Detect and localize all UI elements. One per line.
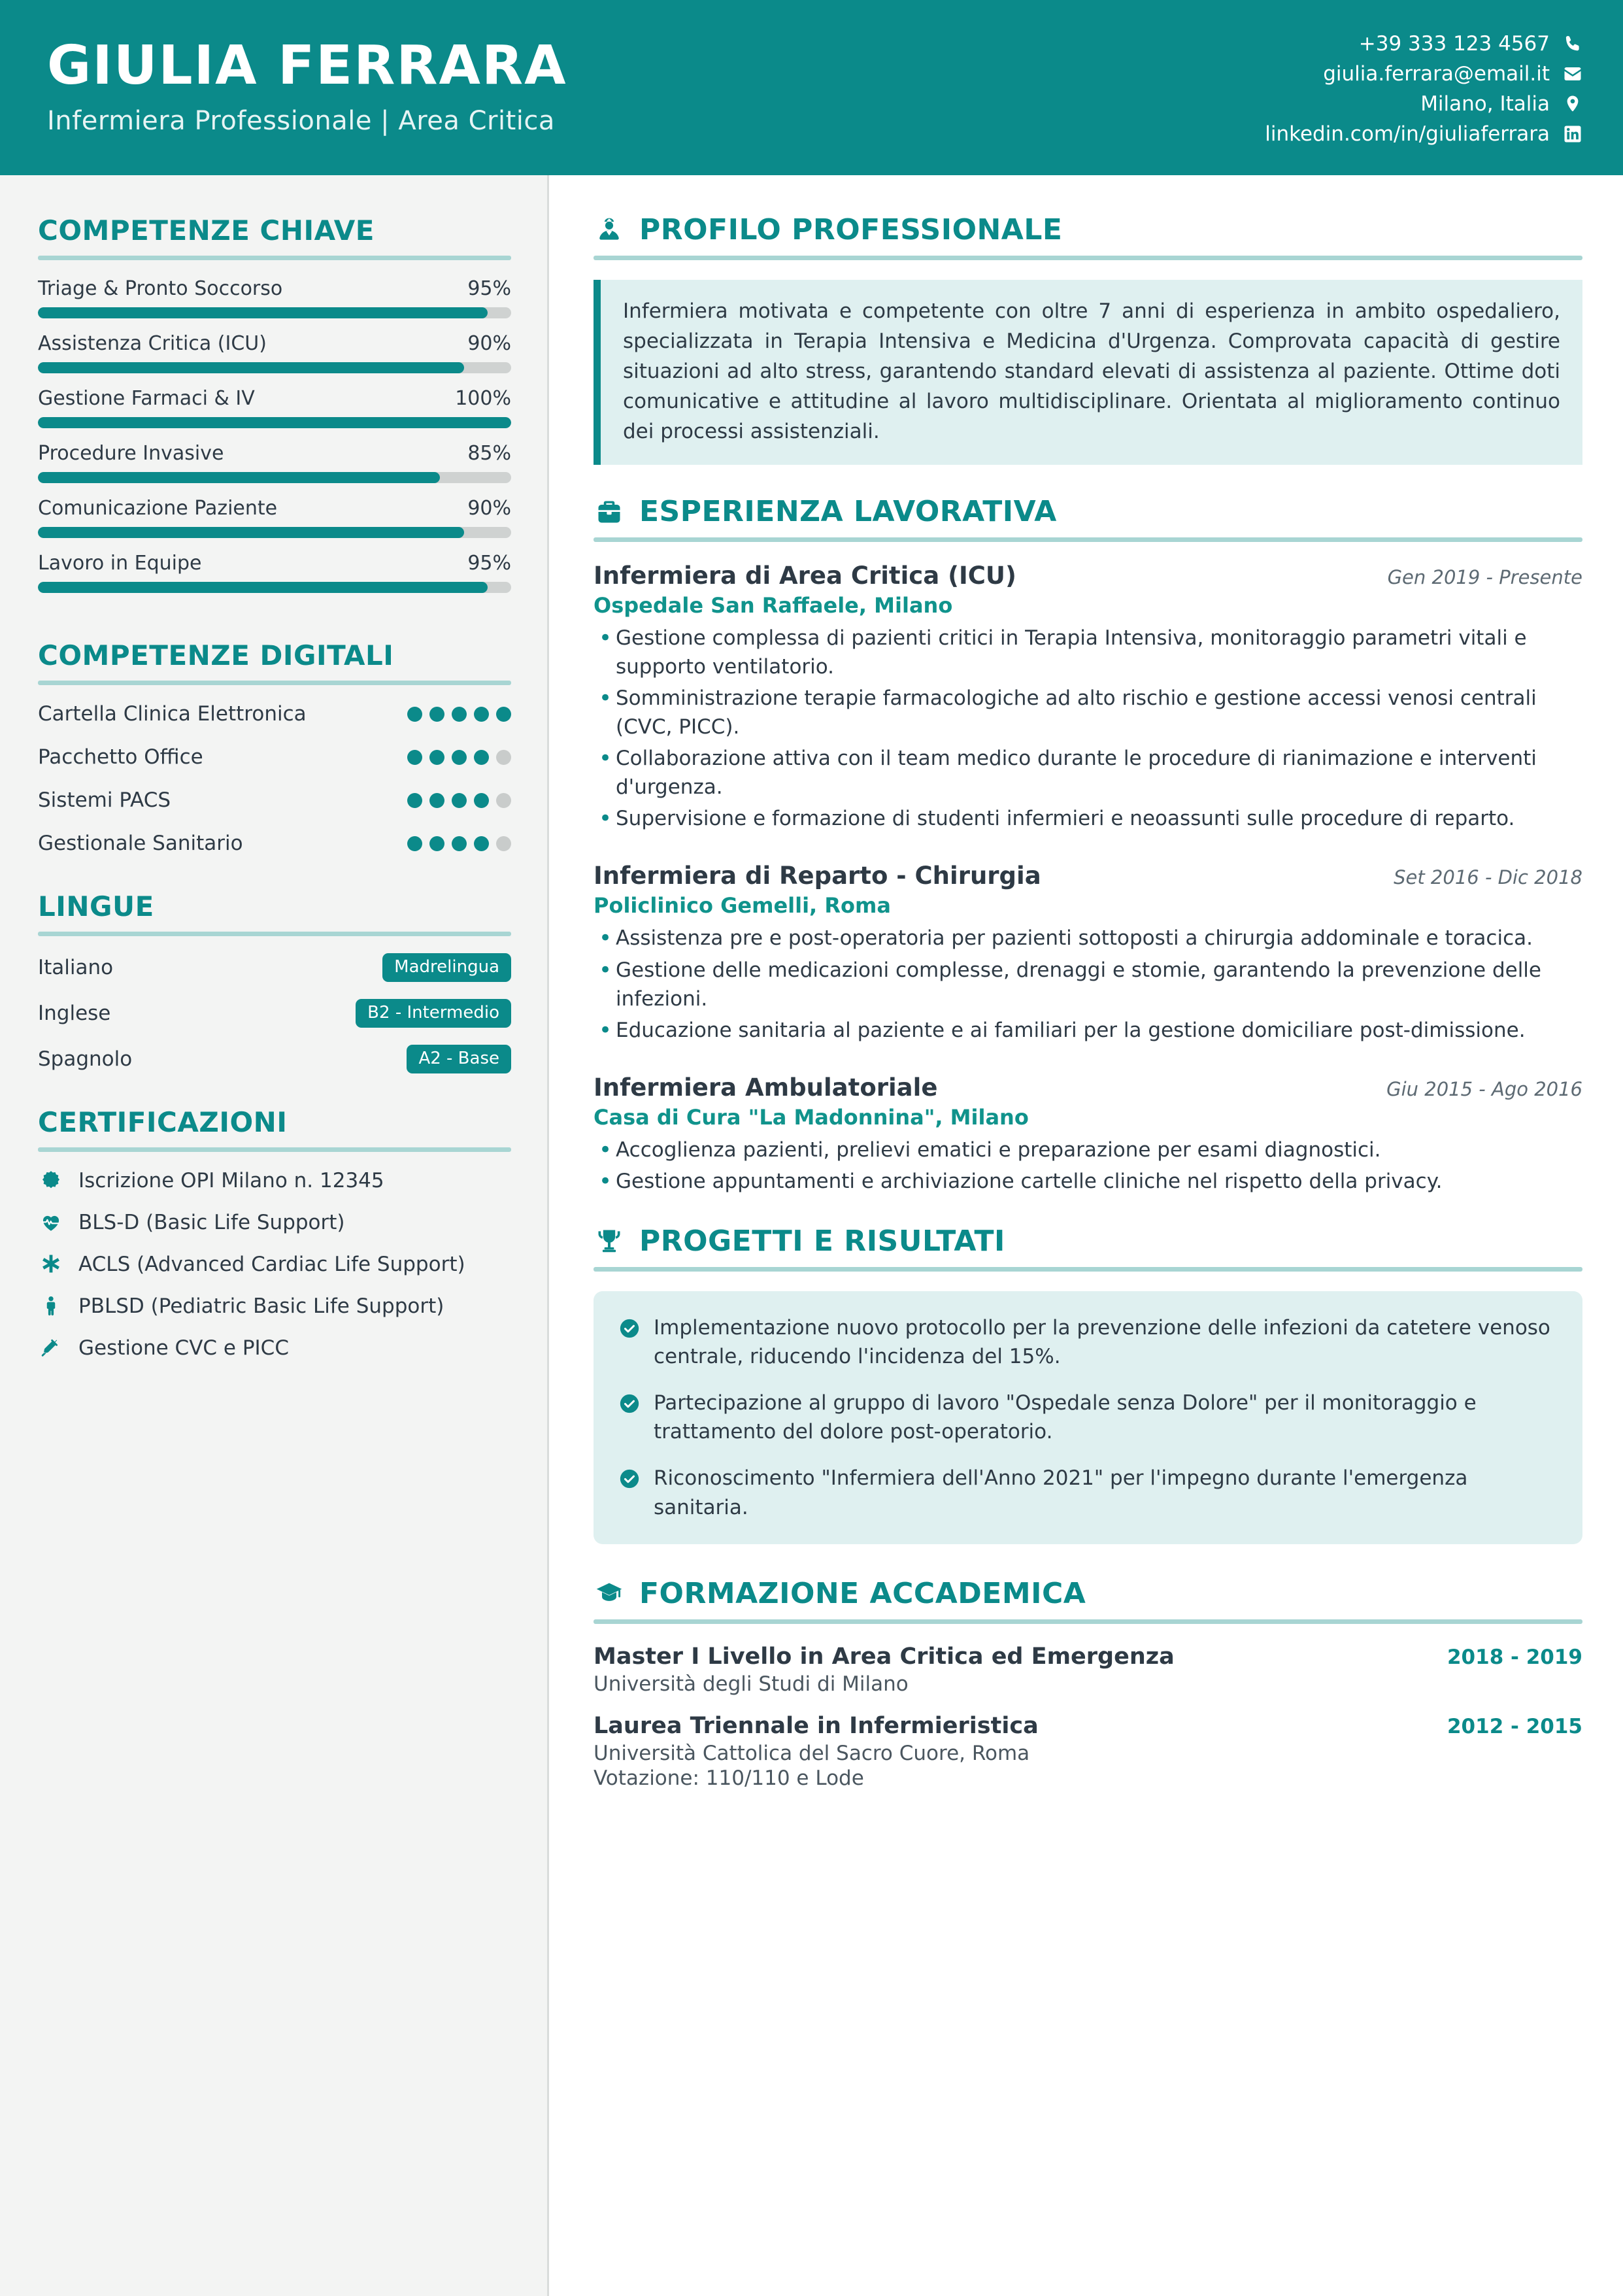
languages-section [38, 890, 511, 1073]
skill-item [38, 442, 511, 483]
cv-header [0, 0, 1623, 175]
job-bullet-list [594, 624, 1582, 833]
skill-bar-track [38, 582, 511, 593]
section-divider [594, 1619, 1582, 1624]
certification-label: PBLSD (Pediatric Basic Life Support) [78, 1294, 444, 1318]
digital-skill-label: Cartella Clinica Elettronica [38, 702, 307, 726]
job-bullet-list [594, 924, 1582, 1044]
achievements-heading-row [594, 1224, 1582, 1258]
digital-skill-item [38, 788, 511, 812]
child-icon [38, 1295, 64, 1317]
skill-item [38, 497, 511, 538]
job-bullet: • Accoglienza pazienti, prelievi ematici e preparazione per esami diagnostici. [594, 1136, 1582, 1164]
job-header [594, 1073, 1582, 1102]
check-circle-icon [618, 1468, 641, 1490]
contact-list [1265, 29, 1584, 146]
graduation-cap-icon [594, 1579, 625, 1608]
certification-label: Gestione CVC e PICC [78, 1336, 289, 1360]
rating-dot [407, 707, 422, 722]
education-school: Università degli Studi di Milano [594, 1672, 909, 1697]
language-level-badge: B2 - Intermedio [356, 999, 511, 1028]
digital-skills-heading: COMPETENZE DIGITALI [38, 639, 394, 671]
spacer [594, 839, 1582, 862]
job-bullet: • Gestione complessa di pazienti critici in Terapia Intensiva, monitoraggio parametri vitali e supporto ventilatorio. [594, 624, 1582, 681]
main-column [549, 175, 1623, 2296]
education-note: Votazione: 110/110 e Lode [594, 1766, 864, 1791]
rating-dot [407, 836, 422, 851]
section-divider [38, 681, 511, 685]
section-divider [38, 256, 511, 260]
education-entry [594, 1713, 1582, 1790]
profile-text: Infermiera motivata e competente con oltre 7 anni di esperienza in ambito ospedaliero, specializzata in Terapia Intensiva e Medicina d'Urgenza. Comprovata capacità di gestire situazioni ad alto stress, garantendo standard elevati di assistenza al paziente. Ottime doti comunicative e attitudine al lavoro multidisciplinare. Orientata al miglioramento continuo dei processi assistenziali. [623, 299, 1560, 443]
skill-percent: 95% [467, 277, 511, 300]
achievement-item [618, 1389, 1556, 1447]
digital-skills-section [38, 639, 511, 855]
job-organization: Casa di Cura "La Madonnina", Milano [594, 1104, 1029, 1130]
rating-dot [452, 836, 467, 851]
skill-item [38, 387, 511, 428]
language-name: Italiano [38, 956, 114, 979]
job-bullet: • Assistenza pre e post-operatoria per pazienti sottoposti a chirurgia addominale e toracica. [594, 924, 1582, 953]
syringe-icon [38, 1337, 64, 1359]
job-title: Infermiera di Area Critica (ICU) [594, 562, 1016, 590]
language-level-badge: A2 - Base [407, 1045, 511, 1073]
profile-section [594, 213, 1582, 465]
language-list [38, 953, 511, 1073]
experience-section [594, 495, 1582, 1195]
skill-bar-track [38, 307, 511, 318]
digital-skill-label: Pacchetto Office [38, 745, 203, 769]
certification-item [38, 1169, 511, 1192]
job-header [594, 862, 1582, 890]
section-divider [38, 932, 511, 936]
job-entry [594, 1073, 1582, 1196]
language-item [38, 953, 511, 982]
language-item [38, 1045, 511, 1073]
contact-row[interactable] [1420, 92, 1584, 116]
education-entry [594, 1644, 1582, 1696]
rating-dots [407, 793, 511, 808]
contact-text: +39 333 123 4567 [1358, 32, 1550, 56]
rating-dot [429, 836, 444, 851]
rating-dots [407, 836, 511, 851]
rating-dot [407, 750, 422, 765]
skill-bar-fill [38, 472, 440, 483]
contact-text: linkedin.com/in/giuliaferrara [1265, 122, 1550, 146]
skill-bar-fill [38, 582, 488, 593]
education-date: 2012 - 2015 [1447, 1715, 1582, 1739]
profile-heading: PROFILO PROFESSIONALE [639, 213, 1063, 246]
header-identity [47, 35, 567, 136]
education-header [594, 1713, 1582, 1739]
education-heading: FORMAZIONE ACCADEMICA [639, 1577, 1086, 1611]
job-bullet: • Collaborazione attiva con il team medico durante le procedure di rianimazione e interventi d'urgenza. [594, 744, 1582, 802]
certificate-badge-icon [38, 1170, 64, 1192]
job-bullet: • Supervisione e formazione di studenti infermieri e neoassunti sulle procedure di reparto. [594, 804, 1582, 833]
skill-percent: 90% [467, 332, 511, 355]
languages-heading: LINGUE [38, 890, 154, 922]
check-circle-icon [618, 1393, 641, 1415]
certifications-section [38, 1106, 511, 1360]
rating-dots [407, 707, 511, 722]
rating-dot [452, 707, 467, 722]
achievement-item [618, 1313, 1556, 1372]
skill-bar-fill [38, 362, 464, 373]
skill-item [38, 332, 511, 373]
candidate-name: GIULIA FERRARA [47, 35, 567, 97]
skill-list [38, 277, 511, 593]
certification-item [38, 1294, 511, 1318]
education-date: 2018 - 2019 [1447, 1646, 1582, 1670]
spacer [594, 1051, 1582, 1073]
job-date: Set 2016 - Dic 2018 [1394, 866, 1582, 889]
rating-dot [496, 793, 511, 808]
section-divider [594, 537, 1582, 542]
rating-dots [407, 750, 511, 765]
job-bullet: • Somministrazione terapie farmacologiche ad alto rischio e gestione accessi venosi centrali (CVC, PICC). [594, 684, 1582, 741]
certification-item [38, 1253, 511, 1276]
check-circle-icon [618, 1317, 641, 1340]
skill-bar-fill [38, 307, 488, 318]
certification-item [38, 1211, 511, 1234]
job-entry [594, 862, 1582, 1044]
skill-percent: 90% [467, 497, 511, 520]
skill-label: Comunicazione Paziente [38, 497, 278, 520]
digital-skill-item [38, 702, 511, 726]
rating-dot [496, 750, 511, 765]
skill-bar-track [38, 362, 511, 373]
job-bullet-list [594, 1136, 1582, 1196]
rating-dot [452, 793, 467, 808]
education-section [594, 1577, 1582, 1790]
job-bullet: • Educazione sanitaria al paziente e ai familiari per la gestione domiciliare post-dimissione. [594, 1016, 1582, 1045]
skill-item [38, 277, 511, 318]
skill-bar-track [38, 527, 511, 538]
achievements-heading: PROGETTI E RISULTATI [639, 1224, 1005, 1258]
contact-text: Milano, Italia [1420, 92, 1550, 116]
rating-dot [474, 836, 489, 851]
education-title: Laurea Triennale in Infermieristica [594, 1713, 1039, 1740]
cv-body [0, 175, 1623, 2296]
section-divider [594, 256, 1582, 260]
rating-dot [474, 793, 489, 808]
rating-dot [474, 707, 489, 722]
education-header [594, 1644, 1582, 1670]
skill-label: Gestione Farmaci & IV [38, 387, 255, 410]
profile-heading-row [594, 213, 1582, 246]
rating-dot [496, 836, 511, 851]
education-list [594, 1644, 1582, 1790]
digital-skill-label: Sistemi PACS [38, 788, 171, 812]
skill-percent: 85% [467, 442, 511, 465]
skill-label: Triage & Pronto Soccorso [38, 277, 283, 300]
digital-skill-label: Gestionale Sanitario [38, 832, 243, 855]
certification-label: ACLS (Advanced Cardiac Life Support) [78, 1253, 465, 1276]
language-name: Spagnolo [38, 1047, 133, 1071]
language-item [38, 999, 511, 1028]
education-title: Master I Livello in Area Critica ed Emergenza [594, 1644, 1175, 1670]
job-bullet: • Gestione appuntamenti e archiviazione cartelle cliniche nel rispetto della privacy. [594, 1167, 1582, 1196]
location-pin-icon [1562, 93, 1584, 115]
contact-text: giulia.ferrara@email.it [1323, 62, 1550, 86]
achievement-text: Partecipazione al gruppo di lavoro "Ospedale senza Dolore" per il monitoraggio e trattamento del dolore post-operatorio. [654, 1391, 1477, 1444]
job-bullet: • Gestione delle medicazioni complesse, drenaggi e stomie, garantendo la prevenzione delle infezioni. [594, 956, 1582, 1013]
experience-heading-row [594, 495, 1582, 528]
experience-heading: ESPERIENZA LAVORATIVA [639, 495, 1057, 529]
linkedin-icon [1562, 123, 1584, 145]
job-title: Infermiera di Reparto - Chirurgia [594, 862, 1041, 890]
rating-dot [429, 750, 444, 765]
certification-item [38, 1336, 511, 1360]
certification-list [38, 1169, 511, 1360]
job-entry [594, 562, 1582, 833]
certification-label: Iscrizione OPI Milano n. 12345 [78, 1169, 384, 1192]
skill-bar-track [38, 417, 511, 428]
language-level-badge: Madrelingua [382, 953, 511, 982]
digital-skill-list [38, 702, 511, 855]
education-heading-row [594, 1577, 1582, 1610]
contact-row[interactable] [1359, 32, 1584, 56]
achievement-text: Implementazione nuovo protocollo per la prevenzione delle infezioni da catetere venoso centrale, riducendo l'incidenza del 15%. [654, 1315, 1550, 1369]
job-header [594, 562, 1582, 590]
skill-label: Lavoro in Equipe [38, 552, 202, 575]
job-date: Gen 2019 - Presente [1387, 566, 1582, 589]
skills-section [38, 214, 511, 593]
sidebar [0, 175, 549, 2296]
achievement-item [618, 1464, 1556, 1522]
digital-skill-item [38, 745, 511, 769]
achievement-text: Riconoscimento "Infermiera dell'Anno 2021" per l'impegno durante l'emergenza sanitaria. [654, 1466, 1468, 1519]
job-list [594, 562, 1582, 1195]
nurse-icon [594, 216, 625, 245]
rating-dot [474, 750, 489, 765]
skill-bar-fill [38, 417, 511, 428]
section-divider [38, 1147, 511, 1152]
section-divider [594, 1267, 1582, 1272]
digital-skill-item [38, 832, 511, 855]
star-of-life-icon [38, 1253, 64, 1275]
rating-dot [429, 707, 444, 722]
rating-dot [496, 707, 511, 722]
phone-icon [1562, 33, 1584, 55]
job-title: Infermiera Ambulatoriale [594, 1073, 938, 1102]
achievements-section [594, 1224, 1582, 1545]
job-date: Giu 2015 - Ago 2016 [1386, 1077, 1582, 1100]
job-organization: Policlinico Gemelli, Roma [594, 893, 891, 919]
skills-heading: COMPETENZE CHIAVE [38, 214, 375, 246]
rating-dot [429, 793, 444, 808]
job-organization: Ospedale San Raffaele, Milano [594, 593, 953, 618]
contact-row[interactable] [1323, 62, 1584, 86]
profile-box [594, 280, 1582, 465]
certifications-heading: CERTIFICAZIONI [38, 1106, 288, 1138]
skill-item [38, 552, 511, 593]
trophy-icon [594, 1226, 625, 1255]
rating-dot [452, 750, 467, 765]
certification-label: BLS-D (Basic Life Support) [78, 1211, 345, 1234]
skill-label: Assistenza Critica (ICU) [38, 332, 267, 355]
candidate-job-title: Infermiera Professionale | Area Critica [47, 106, 555, 136]
language-name: Inglese [38, 1002, 111, 1025]
contact-row[interactable] [1265, 122, 1584, 146]
education-school: Università Cattolica del Sacro Cuore, Roma [594, 1742, 1030, 1766]
skill-percent: 100% [455, 387, 511, 410]
skill-percent: 95% [467, 552, 511, 575]
skill-label: Procedure Invasive [38, 442, 224, 465]
heart-pulse-icon [38, 1211, 64, 1234]
skill-bar-fill [38, 527, 464, 538]
achievements-box [594, 1291, 1582, 1545]
skill-bar-track [38, 472, 511, 483]
briefcase-icon [594, 498, 625, 526]
rating-dot [407, 793, 422, 808]
envelope-icon [1562, 63, 1584, 85]
